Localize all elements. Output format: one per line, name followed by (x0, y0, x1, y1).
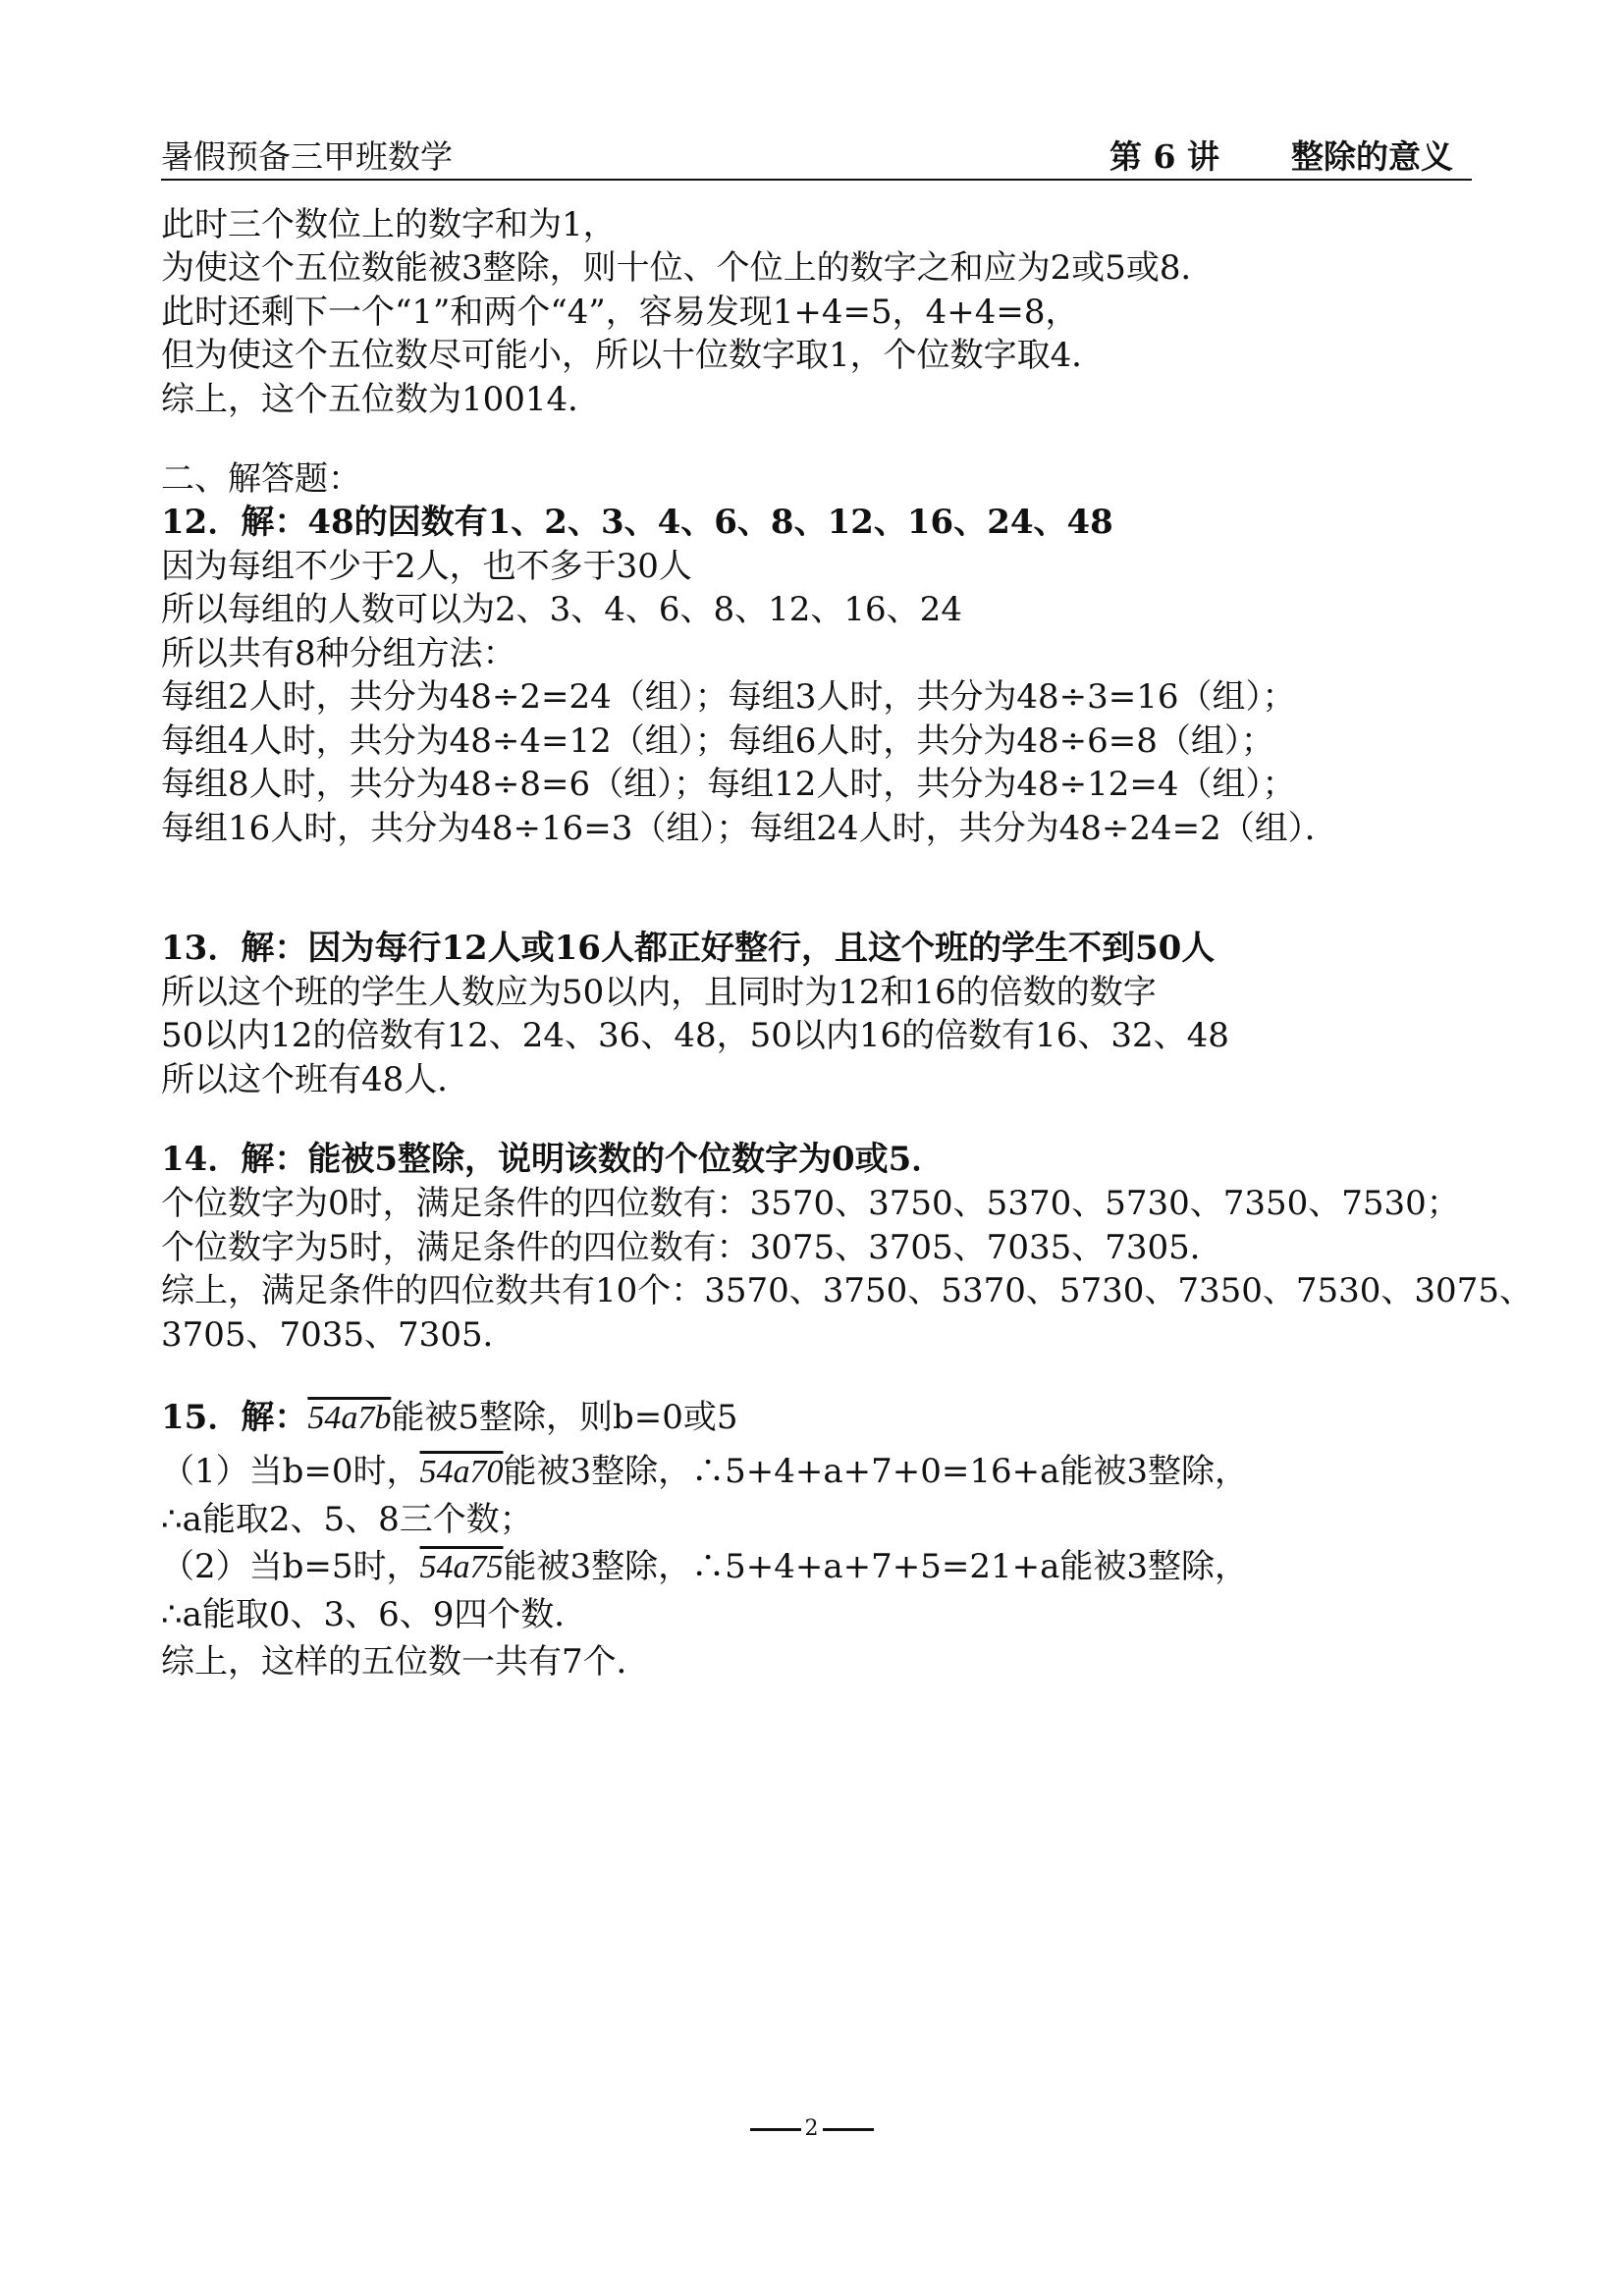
lecture-number: 第 6 讲 (1109, 137, 1219, 176)
page-header (161, 135, 1472, 181)
text-line: 每组8人时，共分为48÷8=6（组）；每组12人时，共分为48÷12=4（组）； (161, 765, 1296, 804)
page-number: 2 (804, 2116, 819, 2141)
problem-14-answer: 14．解：能被5整除，说明该数的个位数字为0或5． (161, 1140, 946, 1179)
problem-12-answer: 12．解：48的因数有1、2、3、4、6、8、12、16、24、48 (161, 503, 1113, 542)
text-line: 所以共有8种分组方法： (161, 634, 516, 673)
text-segment: 能被3整除，∴5+4+a+7+0=16+a能被3整除， (503, 1452, 1249, 1491)
text-segment: 能被3整除，∴5+4+a+7+5=21+a能被3整除， (503, 1547, 1249, 1586)
problem-13-answer: 13．解：因为每行12人或16人都正好整行，且这个班的学生不到50人 (161, 929, 1216, 968)
text-line: 为使这个五位数能被3整除，则十位、个位上的数字之和应为2或5或8． (161, 248, 1215, 288)
text-line: 每组4人时，共分为48÷4=12（组）；每组6人时，共分为48÷6=8（组）； (161, 721, 1274, 761)
lecture-topic: 整除的意义 (1291, 137, 1453, 176)
text-line: 个位数字为5时，满足条件的四位数有：3075、3705、7035、7305． (161, 1228, 1223, 1267)
text-line: ∴a能取2、5、8三个数； (161, 1500, 533, 1539)
text-line: 综上，这个五位数为10014． (161, 380, 602, 419)
text-line: 综上，满足条件的四位数共有10个：3570、3750、5370、5730、7350、7530、3075、 (161, 1271, 1533, 1310)
overlined-number: 54a70 (419, 1454, 504, 1490)
problem-15-label: 15．解： (161, 1398, 308, 1437)
course-title: 暑假预备三甲班数学 (161, 137, 453, 176)
overlined-number: 54a75 (419, 1549, 504, 1585)
case-1-line (161, 1450, 1248, 1494)
text-line: 所以这个班的学生人数应为50以内，且同时为12和16的倍数的数字 (161, 973, 1157, 1012)
section-heading: 二、解答题： (161, 459, 361, 499)
text-segment: 能被5整除，则b=0或5 (391, 1398, 738, 1437)
footer-rule (750, 2128, 801, 2131)
text-segment: （2）当b=5时， (161, 1547, 420, 1586)
case-2-line (161, 1545, 1248, 1589)
footer-rule (823, 2128, 874, 2131)
text-line: 综上，这样的五位数一共有7个． (161, 1642, 650, 1682)
text-line: 个位数字为0时，满足条件的四位数有：3570、3750、5370、5730、7350、7530； (161, 1184, 1460, 1223)
text-line: 此时三个数位上的数字和为1， (161, 205, 617, 244)
text-line: ∴a能取0、3、6、9四个数． (161, 1595, 588, 1634)
page-footer (0, 2114, 1623, 2144)
text-line: 但为使这个五位数尽可能小，所以十位数字取1，个位数字取4． (161, 336, 1106, 375)
text-line: 所以这个班有48人． (161, 1060, 471, 1099)
text-line: 每组16人时，共分为48÷16=3（组）；每组24人时，共分为48÷24=2（组）． (161, 809, 1338, 848)
problem-15-line (161, 1396, 737, 1440)
text-line: 所以每组的人数可以为2、3、4、6、8、12、16、24 (161, 590, 962, 629)
text-line: 3705、7035、7305． (161, 1315, 516, 1355)
text-segment: （1）当b=0时， (161, 1452, 420, 1491)
text-line: 50以内12的倍数有12、24、36、48，50以内16的倍数有16、32、48 (161, 1016, 1229, 1055)
text-line: 因为每组不少于2人，也不多于30人 (161, 547, 692, 586)
text-line: 此时还剩下一个“1”和两个“4”，容易发现1+4=5，4+4=8， (161, 293, 1079, 332)
text-line: 每组2人时，共分为48÷2=24（组）；每组3人时，共分为48÷3=16（组）； (161, 677, 1296, 717)
overlined-number: 54a7b (307, 1400, 392, 1436)
